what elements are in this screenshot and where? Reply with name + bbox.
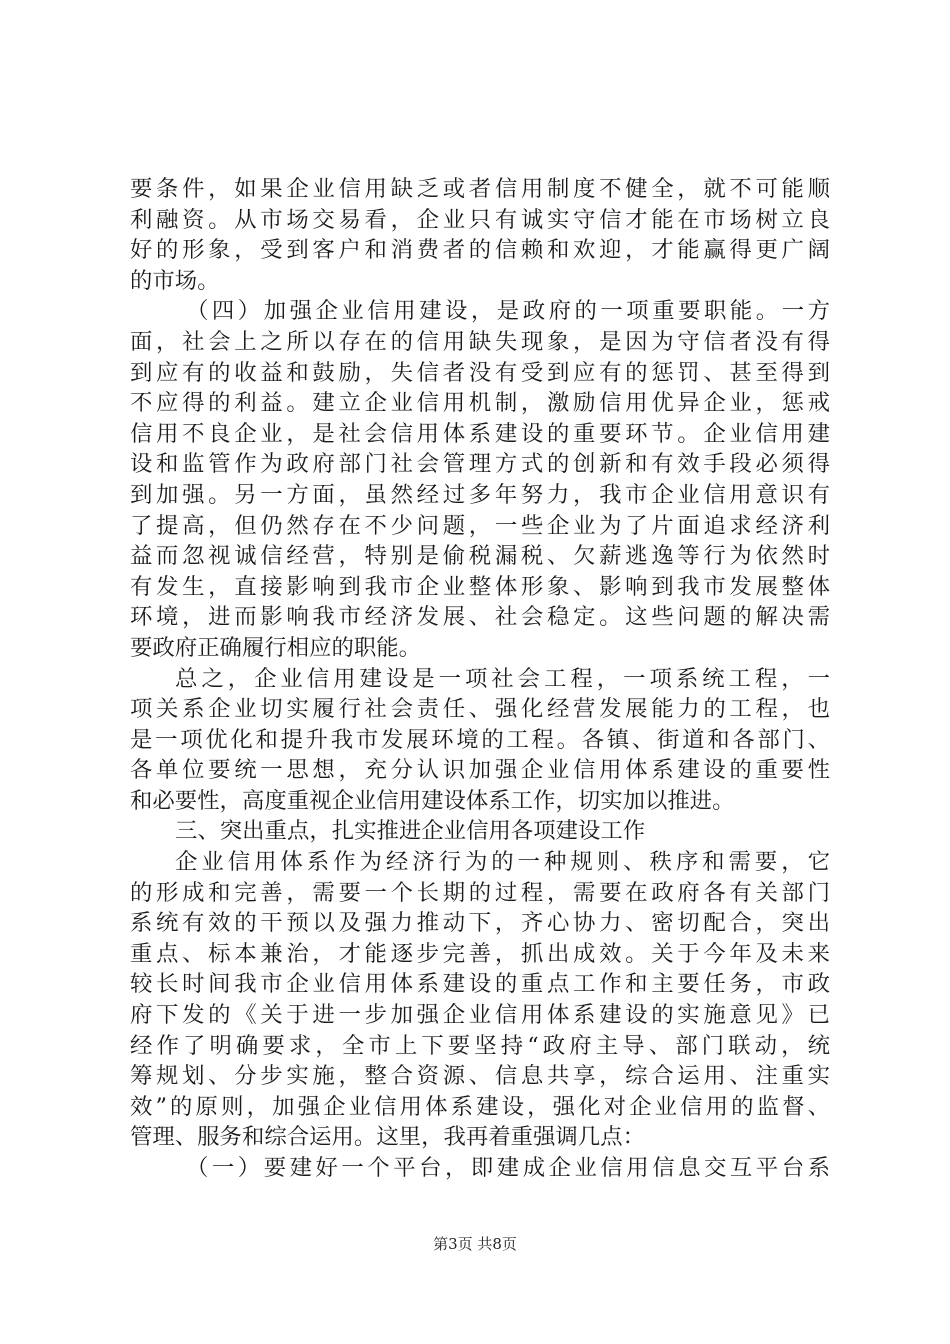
- text-line: 利融资。从市场交易看，企业只有诚实守信才能在市场树立良: [130, 206, 830, 233]
- text-line: 筹规划、分步实施，整合资源、信息共享，综合运用、注重实: [130, 1063, 830, 1090]
- paragraph-start-line: 企业信用体系作为经济行为的一种规则、秩序和需要，它: [175, 849, 830, 876]
- paragraph-start-line: 总之，企业信用建设是一项社会工程，一项系统工程，一: [175, 665, 830, 692]
- text-line: 要条件，如果企业信用缺乏或者信用制度不健全，就不可能顺: [130, 176, 830, 202]
- text-line: 不应得的利益。建立企业信用机制，激励信用优异企业，惩戒: [130, 390, 830, 417]
- text-line: 的形成和完善，需要一个长期的过程，需要在政府各有关部门: [130, 879, 830, 906]
- text-line: 要政府正确履行相应的职能。: [130, 634, 422, 661]
- text-line: 了提高，但仍然存在不少问题，一些企业为了片面追求经济利: [130, 512, 830, 539]
- text-line: 是一项优化和提升我市发展环境的工程。各镇、街道和各部门、: [130, 726, 830, 753]
- text-line: 各单位要统一思想，充分认识加强企业信用体系建设的重要性: [130, 757, 830, 784]
- page-number-footer: 第3页 共8页: [433, 1235, 517, 1253]
- text-line: 效”的原则，加强企业信用体系建设，强化对企业信用的监督、: [130, 1093, 830, 1120]
- text-line: 到加强。另一方面，虽然经过多年努力，我市企业信用意识有: [130, 481, 830, 508]
- text-line: 项关系企业切实履行社会责任、强化经营发展能力的工程，也: [130, 696, 830, 723]
- document-body: [130, 174, 830, 1184]
- text-line: 环境，进而影响我市经济发展、社会稳定。这些问题的解决需: [130, 604, 830, 631]
- text-line: 设和监管作为政府部门社会管理方式的创新和有效手段必须得: [130, 451, 830, 478]
- text-line: 系统有效的干预以及强力推动下，齐心协力、密切配合，突出: [130, 910, 830, 937]
- text-line: 信用不良企业，是社会信用体系建设的重要环节。企业信用建: [130, 420, 830, 447]
- text-line: 管理、服务和综合运用。这里，我再着重强调几点：: [130, 1124, 645, 1151]
- text-line: 府下发的《关于进一步加强企业信用体系建设的实施意见》已: [130, 1002, 830, 1029]
- text-line: 到应有的收益和鼓励，失信者没有受到应有的惩罚、甚至得到: [130, 359, 830, 386]
- paragraph-start-line: （四）加强企业信用建设，是政府的一项重要职能。一方: [186, 298, 830, 325]
- text-line: 有发生，直接影响到我市企业整体形象、影响到我市发展整体: [130, 573, 830, 600]
- text-line: 较长时间我市企业信用体系建设的重点工作和主要任务，市政: [130, 971, 830, 998]
- paragraph-start-line: （一）要建好一个平台，即建成企业信用信息交互平台系: [186, 1155, 830, 1181]
- section-heading: 三、突出重点，扎实推进企业信用各项建设工作: [175, 818, 646, 845]
- text-line: 和必要性，高度重视企业信用建设体系工作，切实加以推进。: [130, 787, 735, 814]
- text-line: 益而忽视诚信经营，特别是偷税漏税、欠薪逃逸等行为依然时: [130, 543, 830, 570]
- text-line: 面，社会上之所以存在的信用缺失现象，是因为守信者没有得: [130, 328, 830, 355]
- text-line: 的市场。: [130, 267, 220, 294]
- text-line: 经作了明确要求，全市上下要坚持“政府主导、部门联动，统: [130, 1032, 830, 1059]
- text-line: 重点、标本兼治，才能逐步完善，抓出成效。关于今年及未来: [130, 940, 830, 967]
- text-line: 好的形象，受到客户和消费者的信赖和欢迎，才能赢得更广阔: [130, 237, 830, 264]
